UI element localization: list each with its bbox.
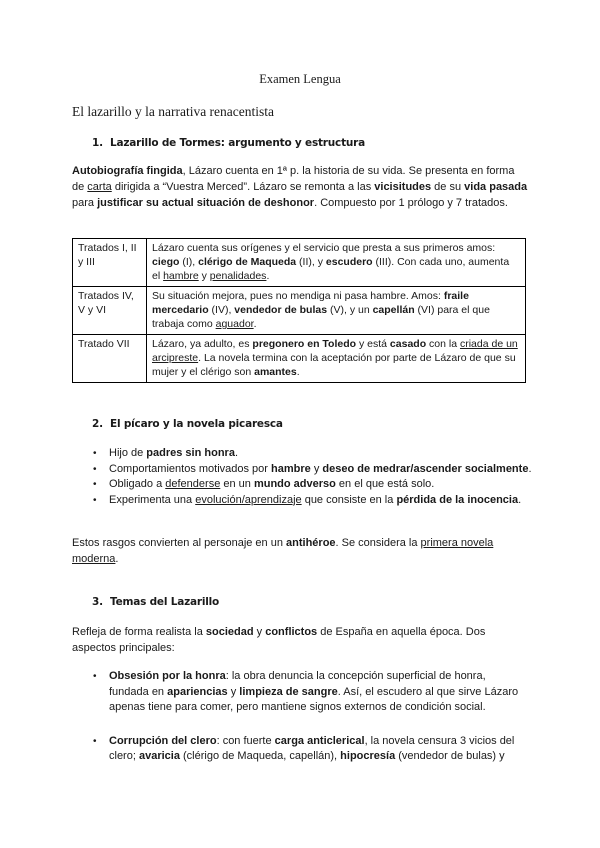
term: evolución/aprendizaje bbox=[195, 493, 302, 506]
text: y bbox=[310, 462, 323, 475]
text: (II), y bbox=[296, 256, 326, 268]
text: . Compuesto por 1 prólogo y 7 tratados. bbox=[314, 197, 508, 209]
term: hambre bbox=[163, 270, 199, 282]
section-2-heading bbox=[92, 418, 283, 430]
text: para bbox=[72, 197, 98, 209]
text: que consiste en la bbox=[301, 493, 397, 506]
text: en un bbox=[220, 478, 254, 490]
section-3-title: Temas del Lazarillo bbox=[110, 596, 220, 608]
text: . bbox=[296, 366, 300, 378]
term: vendedor de bulas bbox=[234, 304, 328, 316]
text: Experimenta una bbox=[109, 493, 196, 506]
text: . bbox=[253, 318, 257, 330]
term: amantes bbox=[254, 366, 297, 378]
text: Refleja de forma realista la bbox=[72, 626, 206, 638]
document-title: Examen Lengua bbox=[259, 72, 341, 86]
term: fraile mercedario bbox=[152, 290, 469, 316]
text: , Lázaro cuenta en 1ª p. la historia de su vida. Se presenta en forma de bbox=[72, 165, 515, 193]
term: hambre bbox=[271, 462, 311, 475]
term: avaricia bbox=[138, 750, 180, 762]
term-autobiografia: Autobiografía fingida bbox=[72, 165, 183, 177]
table-row bbox=[73, 335, 526, 383]
term-carta: carta bbox=[87, 181, 112, 193]
section-2-number: 2. bbox=[92, 418, 103, 430]
text: Lázaro cuenta sus orígenes y el servicio que presta a sus primeros amos: bbox=[152, 242, 496, 254]
table-row-label: Tratados IV, V y VI bbox=[73, 287, 147, 335]
text: Obligado a bbox=[109, 478, 166, 490]
list-item bbox=[92, 669, 526, 716]
text: con la bbox=[426, 338, 460, 350]
text: , la novela censura 3 vicios del clero; bbox=[109, 734, 515, 762]
text: en el que está solo. bbox=[335, 478, 435, 490]
text: (clérigo de Maqueda, capellán), bbox=[179, 750, 341, 762]
text: . bbox=[518, 493, 522, 506]
term: escudero bbox=[325, 256, 373, 268]
term: mundo adverso bbox=[253, 478, 336, 490]
section-3-heading bbox=[92, 596, 219, 608]
text: y bbox=[198, 270, 210, 282]
text: (VI) para el que trabaja como bbox=[152, 304, 490, 330]
tratados-table bbox=[72, 238, 526, 383]
text: . bbox=[115, 553, 119, 565]
text: y bbox=[227, 685, 240, 698]
text: Comportamientos motivados por bbox=[109, 462, 272, 475]
text: (I), bbox=[179, 256, 199, 268]
term: pregonero en Toledo bbox=[252, 338, 357, 350]
text: . bbox=[528, 462, 532, 475]
text: . bbox=[234, 447, 238, 459]
term: Obsesión por la honra bbox=[109, 670, 226, 682]
list-item bbox=[92, 446, 532, 462]
term: conflictos bbox=[265, 626, 318, 638]
list-item bbox=[92, 734, 526, 765]
text: : con fuerte bbox=[216, 734, 275, 747]
term-justificar: justificar su actual situación de deshonor bbox=[97, 197, 315, 209]
term: apariencias bbox=[167, 685, 228, 698]
term: casado bbox=[389, 338, 427, 350]
section-2-bullets bbox=[92, 446, 532, 508]
text: Hijo de bbox=[109, 447, 147, 459]
table-row-content bbox=[147, 335, 526, 383]
term: Corrupción del clero bbox=[109, 734, 217, 747]
list-item bbox=[92, 493, 532, 509]
text: . Así, el escudero al que sirve Lázaro apenas tiene para comer, pero mantiene signos externos de condición social. bbox=[109, 685, 519, 713]
section-1-heading bbox=[92, 137, 365, 149]
term: aguador bbox=[215, 318, 254, 330]
term-vida-pasada: vida pasada bbox=[464, 181, 528, 193]
table-row-content bbox=[147, 287, 526, 335]
text: y está bbox=[356, 338, 390, 350]
term: padres sin honra bbox=[146, 447, 235, 459]
table-row bbox=[73, 239, 526, 287]
term: antihéroe bbox=[286, 537, 336, 549]
section-2-title: El pícaro y la novela picaresca bbox=[110, 418, 283, 430]
term: capellán bbox=[372, 304, 415, 316]
term-vicisitudes: vicisitudes bbox=[374, 181, 432, 193]
section-1-number: 1. bbox=[92, 137, 103, 149]
term: criada de un arcipreste bbox=[152, 338, 518, 364]
term: ciego bbox=[152, 256, 180, 268]
section-1-title: Lazarillo de Tormes: argumento y estructura bbox=[110, 137, 366, 149]
table-row-label: Tratado VII bbox=[73, 335, 147, 383]
text: Lázaro, ya adulto, es bbox=[152, 338, 253, 350]
text: . La novela termina con la aceptación por parte de Lázaro de que su mujer y el clérigo son bbox=[152, 352, 516, 378]
text: (IV), bbox=[208, 304, 235, 316]
table-row bbox=[73, 287, 526, 335]
text: : la obra denuncia la concepción superficial de honra, fundada en bbox=[109, 670, 486, 698]
text: de España en aquella época. Dos aspectos principales: bbox=[72, 626, 486, 654]
document-subtitle: El lazarillo y la narrativa renacentista bbox=[72, 104, 275, 119]
section-3-bullets bbox=[92, 669, 526, 783]
term: sociedad bbox=[205, 626, 254, 638]
text: . Se considera la bbox=[335, 537, 421, 549]
term: carga anticlerical bbox=[274, 734, 365, 747]
text: Su situación mejora, pues no mendiga ni pasa hambre. Amos: bbox=[152, 290, 444, 302]
text: . bbox=[266, 270, 270, 282]
list-item bbox=[92, 462, 532, 478]
term: clérigo de Maqueda bbox=[198, 256, 297, 268]
term: defenderse bbox=[165, 478, 221, 490]
text: dirigida a “Vuestra Merced”. Lázaro se remonta a las bbox=[111, 181, 375, 193]
term: pérdida de la inocencia bbox=[396, 493, 519, 506]
term: primera novela moderna bbox=[72, 537, 494, 565]
section-1-paragraph bbox=[72, 163, 528, 211]
table-row-content bbox=[147, 239, 526, 287]
term: penalidades bbox=[209, 270, 267, 282]
text: (III). Con cada uno, aumenta el bbox=[152, 256, 510, 282]
section-3-number: 3. bbox=[92, 596, 103, 608]
text: y bbox=[253, 626, 266, 638]
term: hipocresía bbox=[340, 750, 396, 762]
text: (V), y un bbox=[327, 304, 373, 316]
text: de su bbox=[431, 181, 465, 193]
table-row-label: Tratados I, II y III bbox=[73, 239, 147, 287]
term: limpieza de sangre bbox=[239, 685, 338, 698]
term: deseo de medrar/ascender socialmente bbox=[322, 462, 529, 475]
text: Estos rasgos convierten al personaje en un bbox=[72, 537, 287, 549]
section-3-paragraph bbox=[72, 624, 528, 656]
text: (vendedor de bulas) y bbox=[395, 750, 505, 762]
list-item bbox=[92, 477, 532, 493]
section-2-paragraph bbox=[72, 535, 528, 567]
